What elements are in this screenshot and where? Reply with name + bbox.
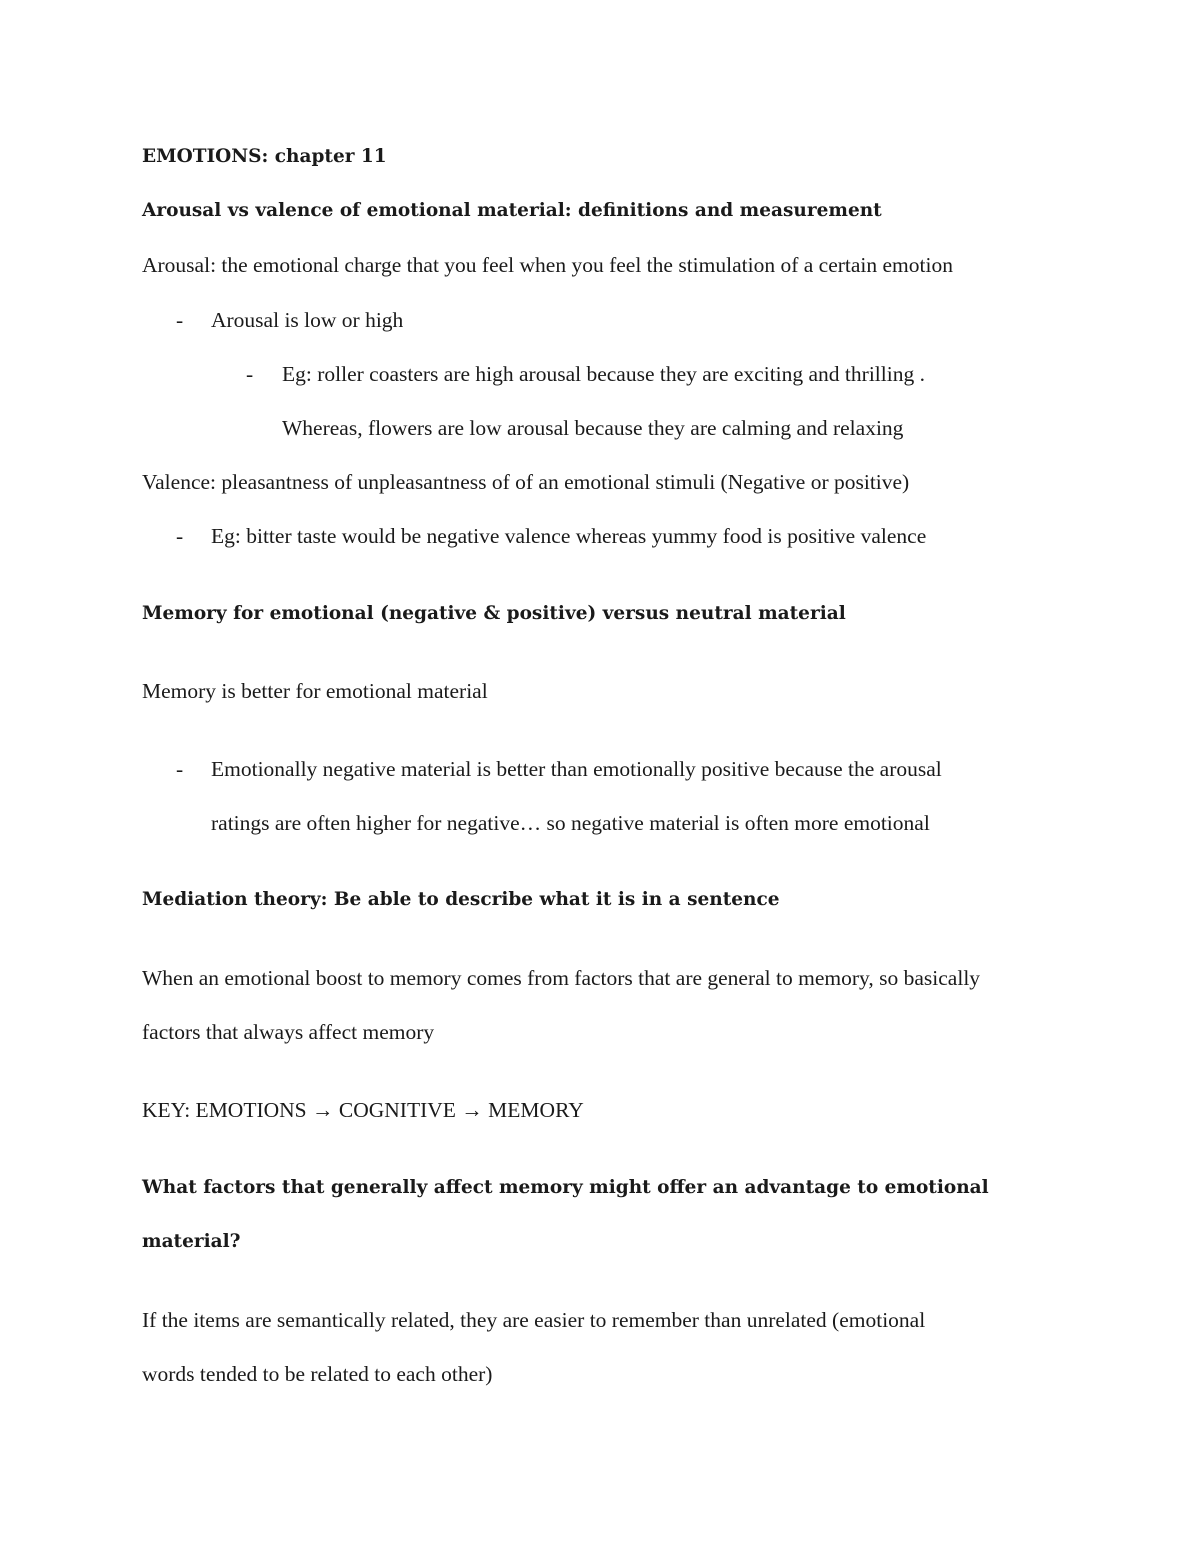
section-heading-arousal-valence: Arousal vs valence of emotional material: definitions and measurement — [142, 200, 882, 221]
document-title: EMOTIONS: chapter 11 — [142, 146, 387, 167]
section-heading-mediation-theory: Mediation theory: Be able to describe what it is in a sentence — [142, 889, 780, 910]
arousal-definition: Arousal: the emotional charge that you feel when you feel the stimulation of a certain emotion — [142, 253, 953, 277]
mediation-theory-body-continued: factors that always affect memory — [142, 1020, 435, 1044]
valence-definition: Valence: pleasantness of unpleasantness of of an emotional stimuli (Negative or positive) — [142, 470, 910, 494]
bullet-negative-material: Emotionally negative material is better than emotionally positive because the arousal — [211, 757, 942, 781]
bullet-negative-material-continued: ratings are often higher for negative… so negative material is often more emotional — [211, 811, 930, 835]
key-chain: KEY: EMOTIONS → COGNITIVE → MEMORY — [142, 1098, 584, 1122]
bullet-arousal-level: Arousal is low or high — [211, 308, 404, 332]
bullet-marker: - — [176, 524, 184, 548]
section-heading-memory-emotional: Memory for emotional (negative & positive) versus neutral material — [142, 603, 846, 624]
bullet-marker: - — [176, 757, 184, 781]
bullet-marker: - — [176, 308, 184, 332]
sub-bullet-example-continued: Whereas, flowers are low arousal because they are calming and relaxing — [282, 416, 904, 440]
memory-emotional-body: Memory is better for emotional material — [142, 679, 488, 703]
factors-body: If the items are semantically related, they are easier to remember than unrelated (emotional — [142, 1308, 926, 1332]
sub-bullet-example: Eg: roller coasters are high arousal because they are exciting and thrilling . — [282, 362, 925, 386]
section-heading-factors-continued: material? — [142, 1231, 241, 1252]
bullet-valence-example: Eg: bitter taste would be negative valence whereas yummy food is positive valence — [211, 524, 927, 548]
section-heading-factors: What factors that generally affect memory might offer an advantage to emotional — [142, 1177, 989, 1198]
mediation-theory-body: When an emotional boost to memory comes from factors that are general to memory, so basically — [142, 966, 981, 990]
factors-body-continued: words tended to be related to each other) — [142, 1362, 493, 1386]
sub-bullet-marker: - — [246, 362, 254, 386]
